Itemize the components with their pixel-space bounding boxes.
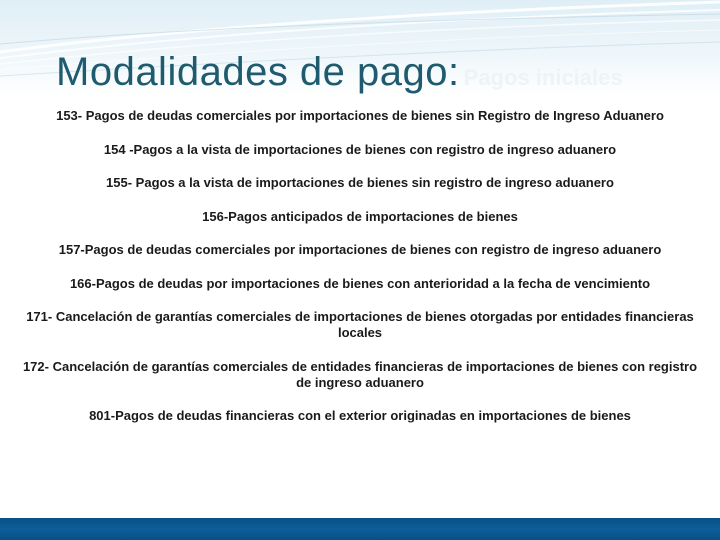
list-item: 171- Cancelación de garantías comerciales de importaciones de bienes otorgadas por entidades financieras locales (26, 309, 694, 340)
page-title-faded: Pagos iniciales (463, 65, 623, 90)
list-item: 166-Pagos de deudas por importaciones de bienes con anterioridad a la fecha de vencimiento (69, 275, 651, 291)
list-item: 154 -Pagos a la vista de importaciones de bienes con registro de ingreso aduanero (103, 141, 617, 157)
footer-bar (0, 518, 720, 540)
list-item: 153- Pagos de deudas comerciales por importaciones de bienes sin Registro de Ingreso Aduanero (56, 108, 664, 123)
title-row (56, 50, 623, 98)
list-item: 801-Pagos de deudas financieras con el exterior originadas en importaciones de bienes (89, 408, 631, 423)
payment-modality-list (18, 108, 702, 424)
list-item: 172- Cancelación de garantías comerciales de entidades financieras de importaciones de bienes con registro de ingreso aduanero (22, 358, 698, 390)
list-item: 156-Pagos anticipados de importaciones de bienes (202, 208, 518, 224)
list-item: 157-Pagos de deudas comerciales por importaciones de bienes con registro de ingreso aduanero (58, 242, 662, 257)
page-title: Modalidades de pago: (56, 50, 460, 94)
list-item: 155- Pagos a la vista de importaciones de bienes sin registro de ingreso aduanero (106, 175, 614, 190)
